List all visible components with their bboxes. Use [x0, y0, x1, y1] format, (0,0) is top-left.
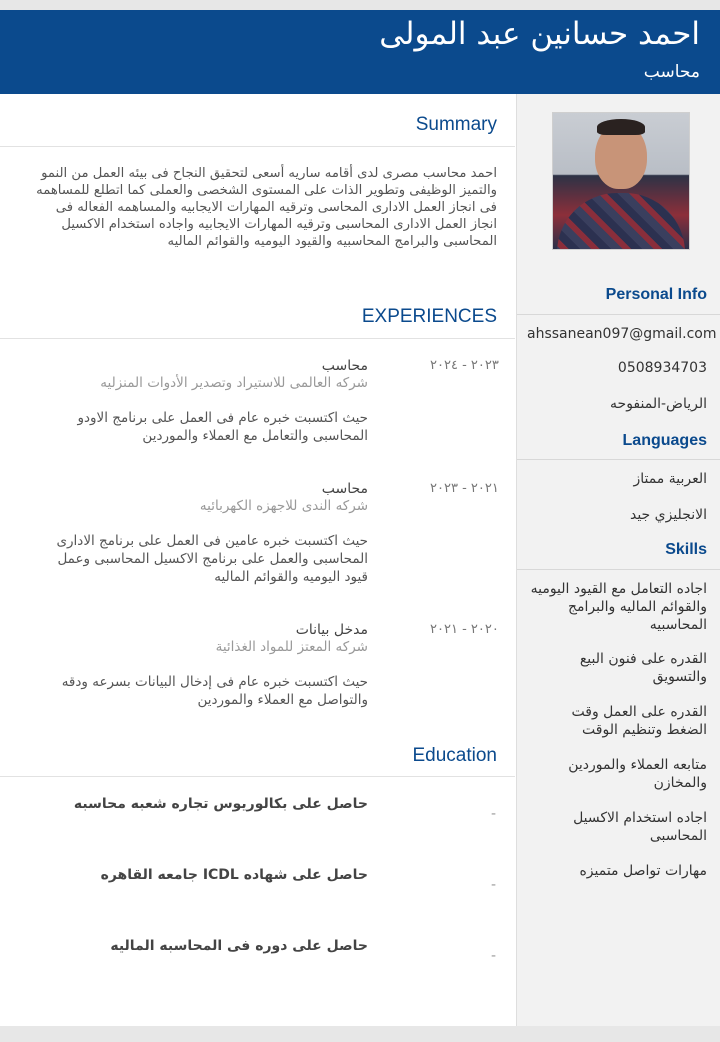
skill-item: اجاده التعامل مع القيود اليوميه والقوائم الماليه والبرامج المحاسبيه: [530, 581, 707, 633]
experience-description: حيث اكتسبت خبره عام فى العمل على برنامج الاودو المحاسبى والتعامل مع العملاء والموردين: [77, 410, 368, 444]
experience-description: حيث اكتسبت خبره عامين فى العمل على برنامج الادارى المحاسبى والعمل على برنامج الاكسيل المحاسبى وعمل قيود اليوميه والقوائم الماليه: [56, 533, 368, 585]
city: الرياض-المنفوحه: [610, 396, 707, 412]
language-item: العربية ممتاز: [633, 471, 707, 487]
education-bullet: -: [491, 806, 497, 822]
experience-company: شركه المعتز للمواد الغذائية: [215, 639, 368, 655]
phone: 0508934703: [617, 360, 707, 376]
education-item: حاصل على دوره فى المحاسبه الماليه: [110, 938, 368, 954]
skill-item: القدره على العمل وقت الضغط وتنظيم الوقت: [571, 704, 707, 738]
skill-item: متابعه العملاء والموردين والمخازن: [568, 757, 707, 791]
education-bullet: -: [491, 948, 497, 964]
experience-date: ٢٠٢٣ - ٢٠٢٤: [430, 358, 499, 373]
experiences-heading: EXPERIENCES: [361, 306, 497, 327]
experience-date: ٢٠٢١ - ٢٠٢٣: [430, 481, 499, 496]
experience-description: حيث اكتسبت خبره عام فى إدخال البيانات بسرعه ودقه والتواصل مع العملاء والموردين: [61, 674, 368, 708]
language-item: الانجليزي جيد: [629, 507, 707, 523]
summary-heading: Summary: [415, 114, 497, 135]
person-role: محاسب: [643, 62, 700, 82]
profile-photo: [552, 112, 690, 250]
email: ahssanean097@gmail.com: [527, 326, 717, 342]
resume-page: [0, 10, 720, 1026]
summary-text: احمد محاسب مصرى لدى أقامه ساريه أسعى لتحقيق النجاح فى بيئه العمل من النمو والتميز الوظيفى وتطوير الذات على المستوى الشخصى والعملى كما اتطلع للمساهمه فى انجاز العمل الادارى المحاسى وترقيه المهارات الايجابيه والمساهمه الفعاله فى انجاز العمل الادارى المحاسبى وترقيه المهارات الايجابيه واجاده استخدام الاكسيل المحاسبى والبرامج المحاسبيه والقيود اليوميه والقوائم الماليه: [36, 166, 497, 249]
skill-item: مهارات تواصل متميزه: [579, 863, 707, 879]
personal-info-heading: Personal Info: [605, 286, 707, 303]
header-banner: [0, 10, 720, 94]
education-bullet: -: [491, 877, 497, 893]
experience-title: محاسب: [321, 481, 368, 497]
experience-title: مدخل بيانات: [295, 622, 368, 638]
experience-company: شركه العالمى للاستيراد وتصدير الأدوات المنزليه: [100, 375, 368, 391]
person-name: احمد حسانين عبد المولى: [379, 16, 700, 52]
sidebar: [516, 94, 720, 1026]
education-heading: Education: [412, 745, 497, 766]
experience-title: محاسب: [321, 358, 368, 374]
skill-item: اجاده استخدام الاكسيل المحاسبى: [573, 810, 707, 844]
education-item: حاصل على بكالوريوس تجاره شعبه محاسبه: [73, 796, 368, 812]
experience-date: ٢٠٢٠ - ٢٠٢١: [430, 622, 499, 637]
skill-item: القدره على فنون البيع والتسويق: [579, 651, 707, 685]
languages-heading: Languages: [622, 432, 707, 449]
education-item: حاصل على شهاده ICDL جامعه القاهره: [100, 867, 368, 883]
skills-heading: Skills: [665, 541, 707, 558]
experience-company: شركه الندى للاجهزه الكهربائيه: [199, 498, 368, 514]
